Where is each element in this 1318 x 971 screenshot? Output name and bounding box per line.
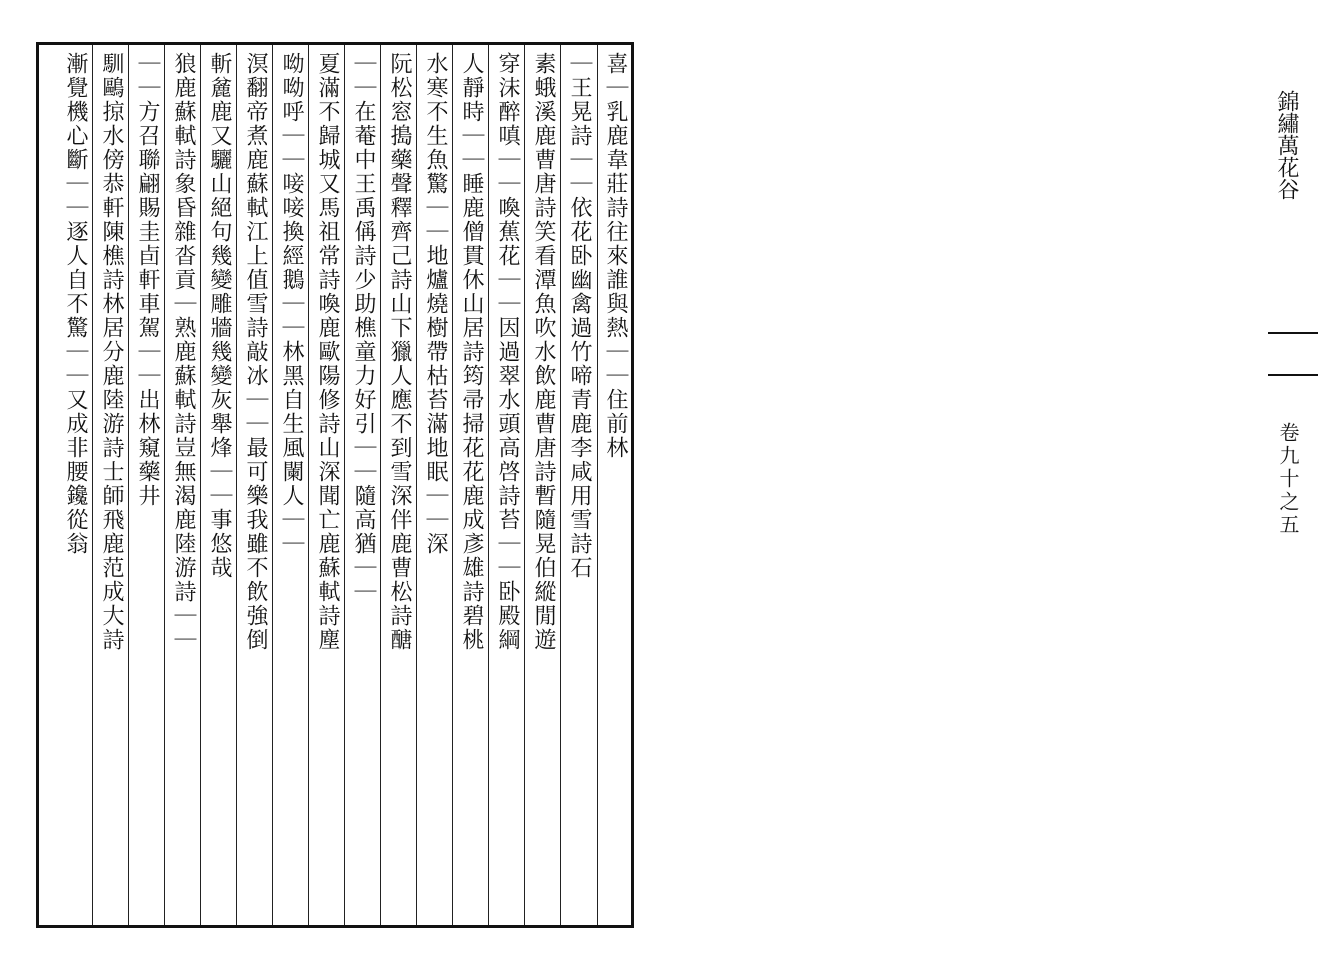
text-column: 漸覺機心斷｜｜逐人自不驚｜｜又成非腰鑱從翁 (63, 52, 88, 556)
column-rule (560, 45, 561, 925)
column-rule (344, 45, 345, 925)
column-rule (488, 45, 489, 925)
text-column: 穿沫醉嗔｜｜喚蕉花｜｜因過翠水頭高啓詩苔｜｜卧殿綱 (495, 52, 520, 652)
book-title: 錦繡萬花谷 (1274, 90, 1299, 200)
column-rule (128, 45, 129, 925)
text-column: 夏滿不歸城又馬祖常詩喚鹿歐陽修詩山深聞亡鹿蘇軾詩塵 (315, 52, 340, 652)
column-rule (416, 45, 417, 925)
column-rule (597, 45, 598, 925)
column-rule (524, 45, 525, 925)
column-rule (272, 45, 273, 925)
fish-tail-mark (1268, 332, 1318, 376)
text-column: 水寒不生魚驚｜｜地爐燒樹帶枯苔滿地眠｜｜深 (423, 52, 448, 556)
volume-label: 卷九十之五 (1276, 422, 1300, 537)
text-column: 溟翻帝煮鹿蘇軾江上值雪詩敲冰｜｜最可樂我雖不飲強倒 (243, 52, 268, 652)
text-column: 馴鷗掠水傍恭軒陳樵詩林居分鹿陸游詩士師飛鹿范成大詩 (99, 52, 124, 652)
text-column: ｜｜方召聯翩賜圭卣軒車駕｜｜出林窺藥井 (135, 52, 160, 508)
column-rule (380, 45, 381, 925)
column-rule (200, 45, 201, 925)
column-rule (164, 45, 165, 925)
text-column: 呦呦呼｜｜唼唼換經鵝｜｜林黑自生風闌人｜｜ (279, 52, 304, 556)
column-rule (92, 45, 93, 925)
text-column: ｜｜在菴中王禹偁詩少助樵童力好引｜｜隨高猶｜｜ (351, 52, 376, 604)
text-column: 斬麄鹿又驪山絕句幾變雕牆幾變灰舉烽｜｜事悠哉 (207, 52, 232, 580)
margin-header (634, 42, 1300, 928)
column-rule (452, 45, 453, 925)
column-rule (308, 45, 309, 925)
text-column: 狼鹿蘇軾詩象昏雜沓貢｜熟鹿蘇軾詩豈無渴鹿陸游詩｜｜ (171, 52, 196, 652)
text-column: 喜｜乳鹿韋莊詩往來誰與熱｜｜住前林 (603, 52, 628, 460)
text-column: ｜王晃詩｜｜依花卧幽禽過竹啼青鹿李咸用雪詩石 (567, 52, 592, 580)
text-column: 人靜時｜｜睡鹿僧貫休山居詩筠帚掃花花鹿成彥雄詩碧桃 (459, 52, 484, 652)
text-column: 素蛾溪鹿曹唐詩笑看潭魚吹水飲鹿曹唐詩暫隨晃伯縱閒遊 (531, 52, 556, 652)
text-column: 阮松窓搗藥聲釋齊己詩山下獵人應不到雪深伴鹿曹松詩醣 (387, 52, 412, 652)
column-rule (236, 45, 237, 925)
